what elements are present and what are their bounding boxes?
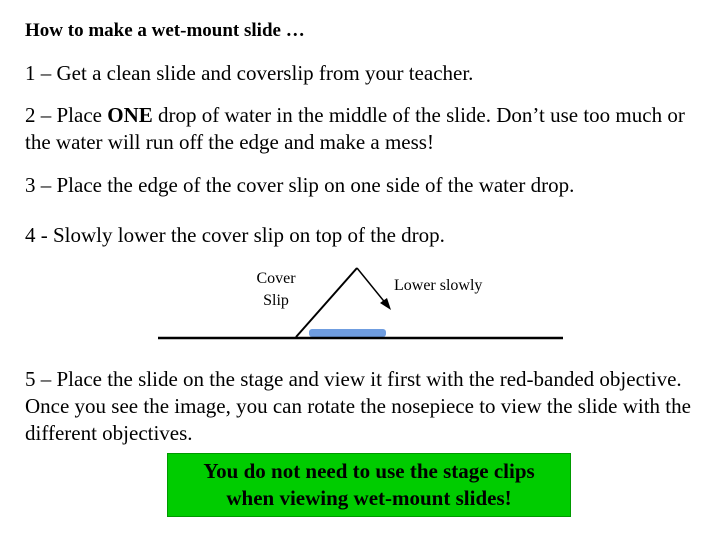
cover-slip-label-line2: Slip (263, 292, 289, 309)
step-1: 1 – Get a clean slide and coverslip from your teacher. (25, 61, 474, 85)
step-5: 5 – Place the slide on the stage and view it first with the red-banded objective. Once you see the image, you can rotate the nosepiece to view the slide with the different objectives. (25, 367, 691, 445)
step-4: 4 - Slowly lower the cover slip on top of the drop. (25, 223, 445, 247)
step-2-text-end: drop of water in the middle of the slide. Don’t use too much or the water will run off the edge and make a mess! (25, 103, 685, 154)
lower-slowly-label: Lower slowly (394, 277, 483, 294)
step-3: 3 – Place the edge of the cover slip on one side of the water drop. (25, 173, 575, 197)
note-line-1: You do not need to use the stage clips (203, 459, 535, 483)
stage-clips-note (167, 453, 571, 517)
page-title: How to make a wet-mount slide … (25, 20, 305, 41)
note-line-2: when viewing wet-mount slides! (226, 486, 512, 510)
water-drop (309, 329, 386, 337)
lower-arrow-head (380, 298, 391, 310)
lower-arrow-shaft (357, 268, 387, 305)
cover-slip-label (244, 268, 308, 312)
cover-slip-label-line1: Cover (256, 270, 296, 287)
step-2-emphasis: ONE (107, 103, 153, 127)
step-2-text-start: 2 – Place (25, 103, 108, 127)
